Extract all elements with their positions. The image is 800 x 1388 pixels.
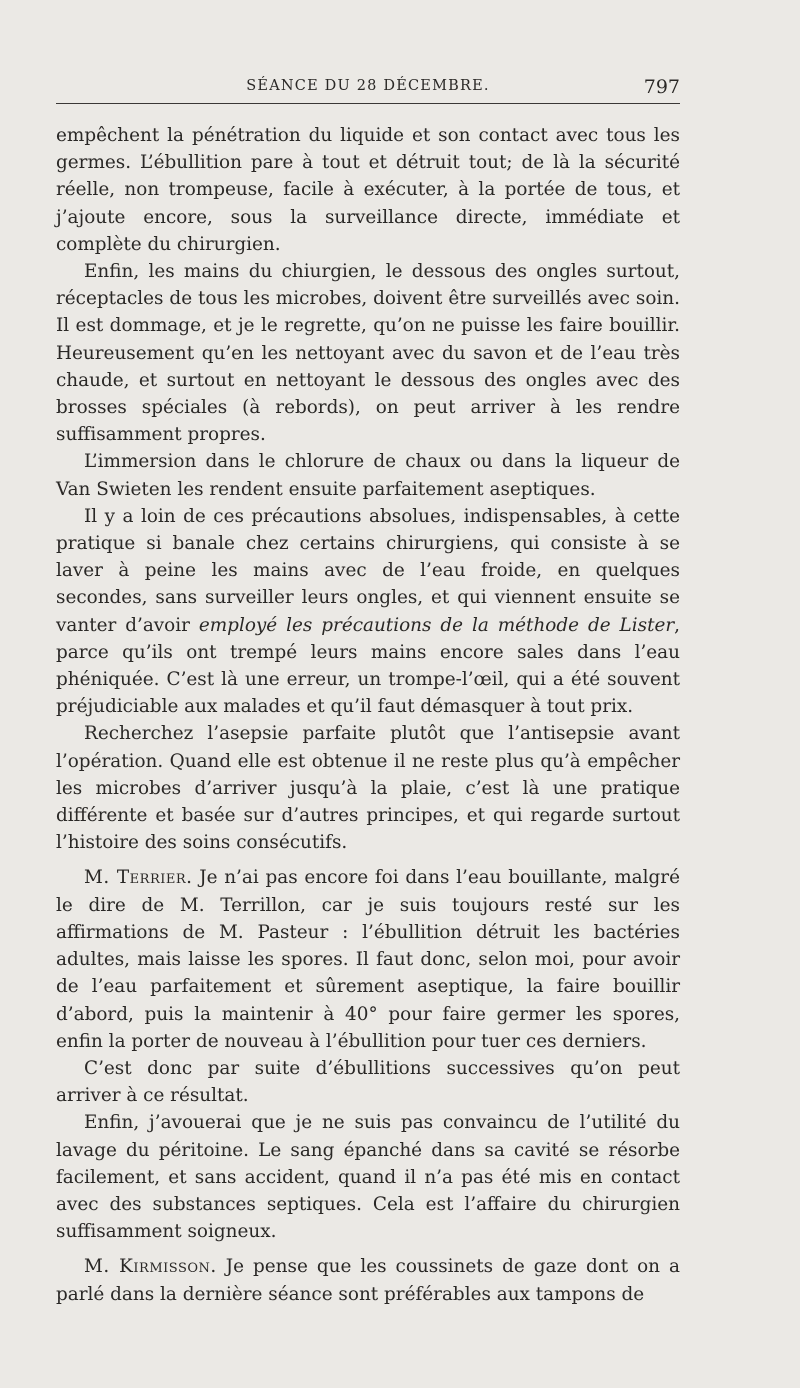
speaker-terrier: M. Terrier.: [84, 867, 193, 889]
precautions-text-before: Il y a loin de ces précautions absolues, indispensables, à cette pratique si banale chez certains chirurgiens, qui consiste à se laver à peine les mains avec de l’eau froide, en quelques secondes, sans surveiller leurs ongles, et qui viennent ensuite se vanter d’avoir: [56, 505, 680, 636]
paragraph-ebullitions: C’est donc par suite d’ébullitions successives qu’on peut arriver à ce résultat.: [56, 1057, 680, 1107]
page-number: 797: [643, 76, 680, 98]
paragraph-precautions: [56, 503, 680, 721]
terrier-text: Je n’ai pas encore foi dans l’eau bouillante, malgré le dire de M. Terrillon, car je suis toujours resté sur les affirmations de M. Pasteur : l’ébullition détruit les bactéries adultes, mais laisse les spores. Il faut donc, selon moi, pour avoir de l’eau parfaitement et sûrement aseptique, la faire bouillir d’abord, puis la maintenir à 40° pour faire germer les spores, enfin la porter de nouveau à l’ébullition pour tuer ces derniers.: [56, 867, 680, 1052]
paragraph-kirmisson: [56, 1253, 680, 1307]
speaker-kirmisson: M. Kirmisson.: [84, 1256, 217, 1278]
page-header: [56, 78, 680, 100]
paragraph-asepsis: Recherchez l’asepsie parfaite plutôt que l’antisepsie avant l’opération. Quand elle est obtenue il ne reste plus qu’à empêcher les microbes d’arriver jusqu’à la plaie, c’est là une pratique différente et basée sur d’autres principes, et qui regarde surtout l’histoire des soins consécutifs.: [56, 723, 680, 854]
paragraph-peritoine: Enfin, j’avouerai que je ne suis pas convaincu de l’utilité du lavage du péritoine. Le sang épanché dans sa cavité se résorbe facilement, et sans accident, quand il n’a pas été mis en contact avec des substances septiques. Cela est l’affaire du chirurgien suffisamment soigneux.: [56, 1112, 680, 1243]
paragraph-terrier: [56, 864, 680, 1054]
running-title: SÉANCE DU 28 DÉCEMBRE.: [246, 78, 490, 94]
header-rule: [56, 103, 680, 104]
paragraph-immersion: L’immersion dans le chlorure de chaux ou dans la liqueur de Van Swieten les rendent ensuite parfaitement aseptiques.: [56, 451, 680, 500]
paragraph-continuation: empêchent la pénétration du liquide et son contact avec tous les germes. L’ébullition pare à tout et détruit tout; de là la sécurité réelle, non trompeuse, facile à exécuter, à la portée de tous, et j’ajoute encore, sous la surveillance directe, immédiate et complète du chirurgien.: [56, 125, 680, 255]
precautions-text-after: , parce qu’ils ont trempé leurs mains encore sales dans l’eau phéniquée. C’est là une erreur, un trompe-l’œil, qui a été souvent préjudiciable aux malades et qu’il faut démasquer à tout prix.: [56, 614, 680, 718]
body-text: [56, 122, 680, 1308]
kirmisson-text: Je pense que les coussinets de gaze dont on a parlé dans la dernière séance sont préférables aux tampons de: [56, 1256, 680, 1305]
precautions-italic: employé les précautions de la méthode de Lister: [198, 614, 675, 636]
paragraph-hands: Enfin, les mains du chiurgien, le dessous des ongles surtout, réceptacles de tous les microbes, doivent être surveillés avec soin. Il est dommage, et je le regrette, qu’on ne puisse les faire bouillir. Heureusement qu’en les nettoyant avec du savon et de l’eau très chaude, et surtout en nettoyant le dessous des ongles avec des brosses spéciales (à rebords), on peut arriver à les rendre suffisamment propres.: [56, 261, 680, 446]
